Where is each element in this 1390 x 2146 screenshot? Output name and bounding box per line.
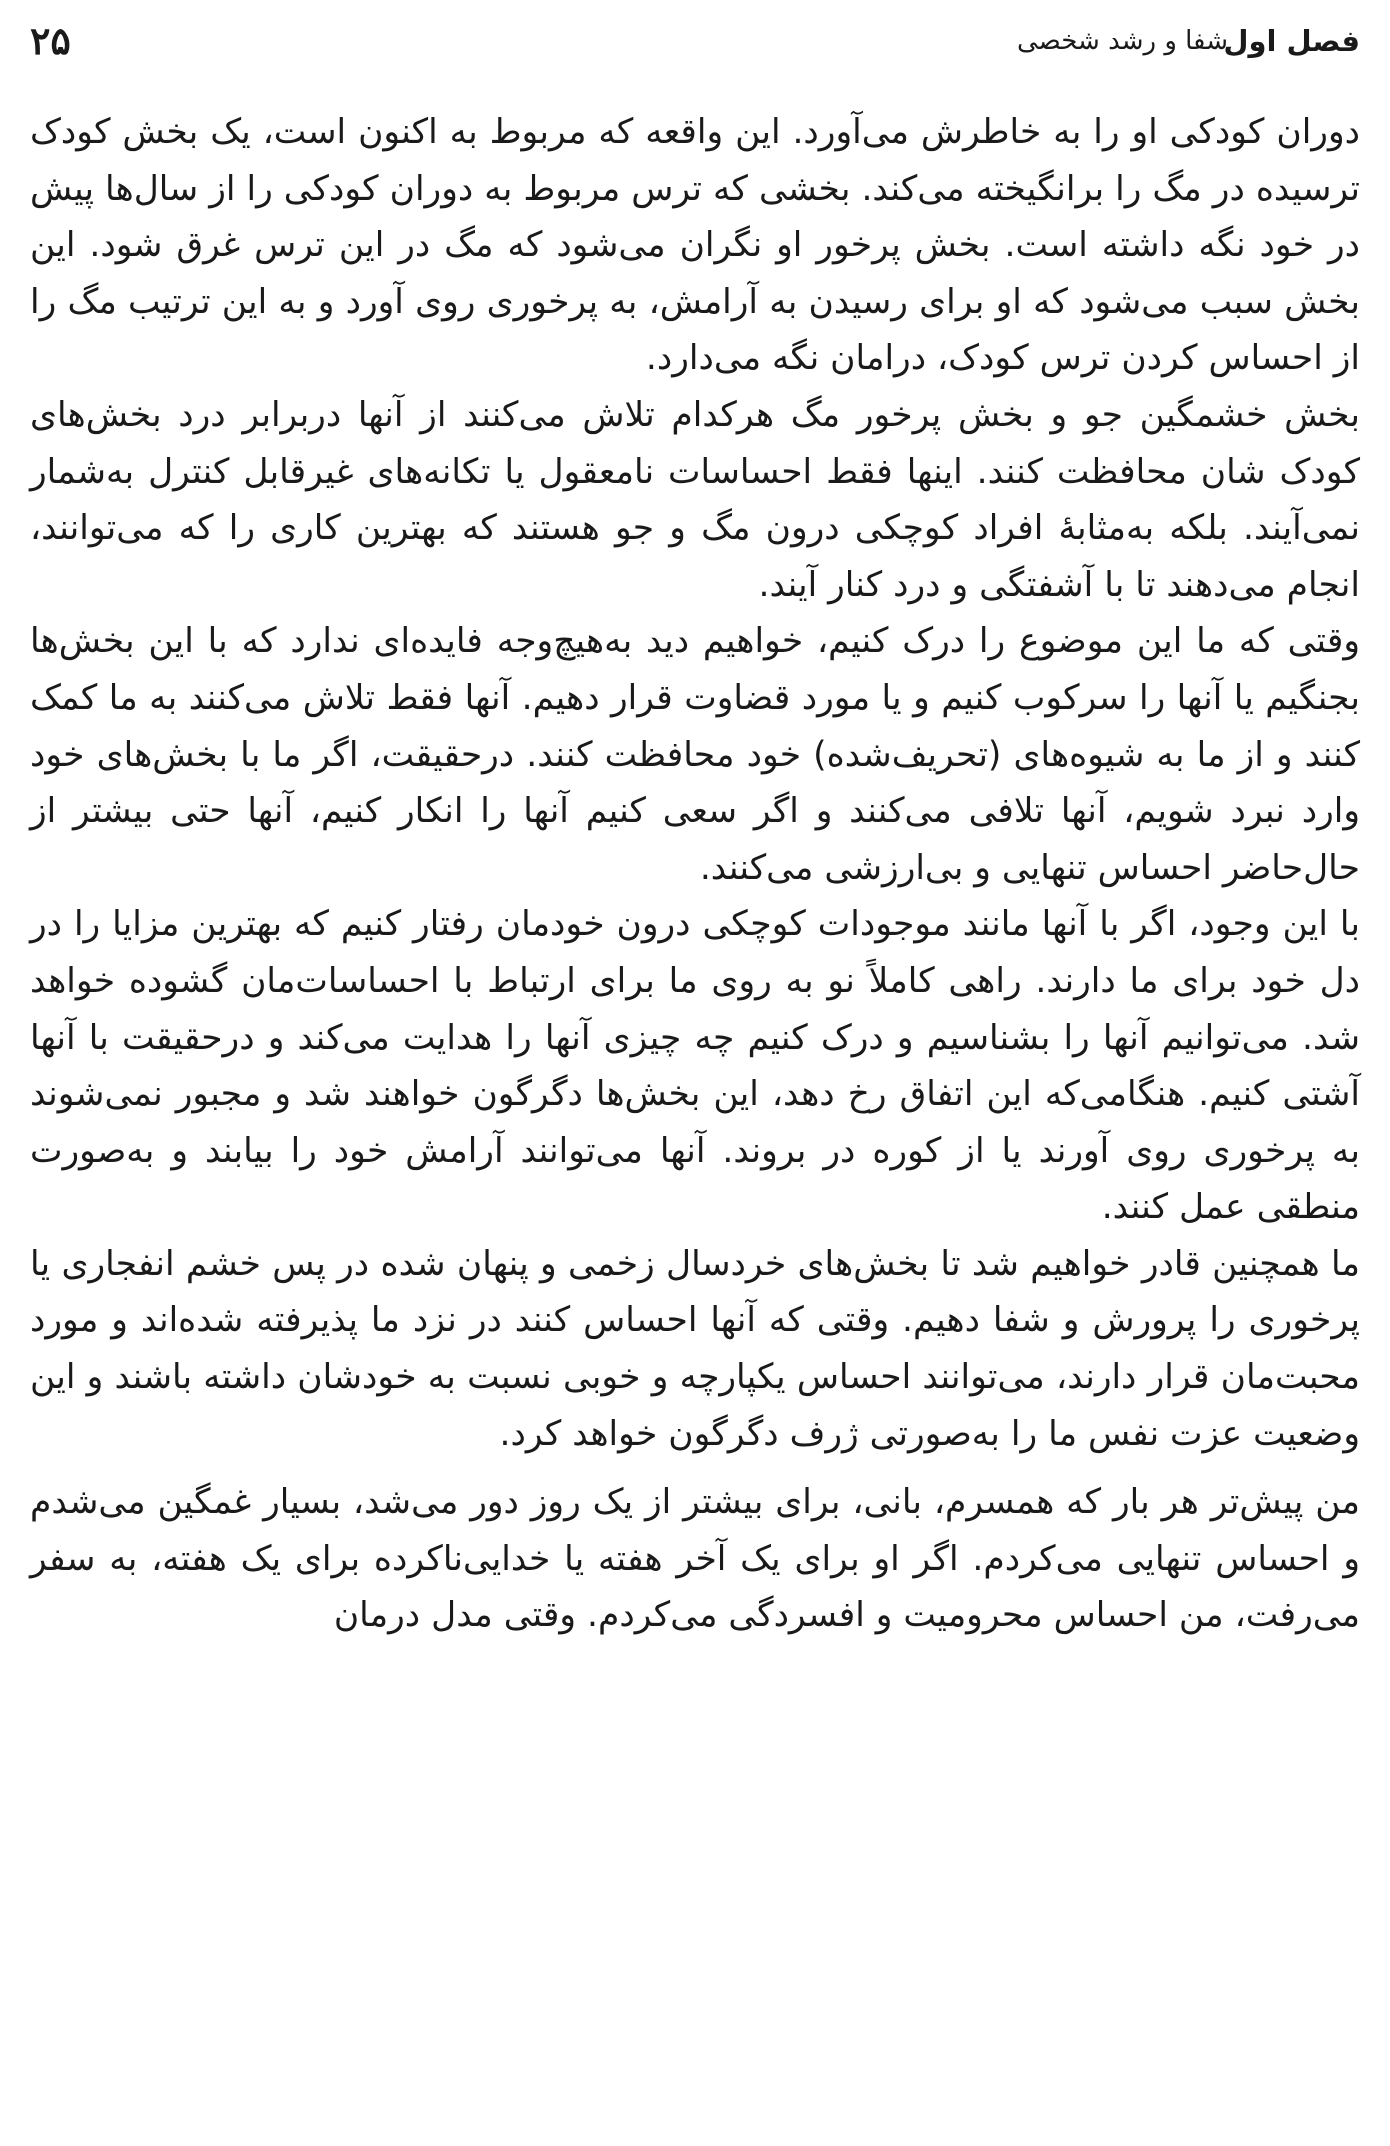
body-text (30, 104, 1360, 1644)
paragraph-6: من پیش‌تر هر بار که همسرم، بانی، برای بیشتر از یک روز دور می‌شد، بسیار غمگین می‌شدم و احساس تنهایی می‌کردم. اگر او برای یک آخر هفته یا خدایی‌ناکرده برای یک هفته، به سفر می‌رفت، من احساس محرومیت و افسردگی می‌کردم. وقتی مدل درمان (30, 1482, 1360, 1636)
page-header (30, 18, 1360, 68)
running-title: شفا و رشد شخصی (1017, 26, 1228, 56)
chapter-label: فصل اول (1223, 24, 1360, 58)
paragraph-1: دوران کودکی او را به خاطرش می‌آورد. این واقعه که مربوط به اکنون است، یک بخش کودک ترسیده در مگ را برانگیخته می‌کند. بخشی که ترس مربوط به دوران کودکی را از سال‌ها پیش در خود نگه داشته است. بخش پرخور او نگران می‌شود که مگ در این ترس غرق شود. این بخش سبب می‌شود که او برای رسیدن به آرامش، به پرخوری روی آورد و به این ترتیب مگ را از احساس کردن ترس کودک، درامان نگه می‌دارد. (30, 112, 1360, 379)
paragraph-3: وقتی که ما این موضوع را درک کنیم، خواهیم دید به‌هیچ‌وجه فایده‌ای ندارد که با این بخش‌ها بجنگیم یا آنها را سرکوب کنیم و یا مورد قضاوت قرار دهیم. آنها فقط تلاش می‌کنند به ما کمک کنند و از ما به شیوه‌های (تحریف‌شده) خود محافظت کنند. درحقیقت، اگر ما با بخش‌های خود وارد نبرد شویم، آنها تلافی می‌کنند و اگر سعی کنیم آنها را انکار کنیم، آنها حتی بیشتر از حال‌حاضر احساس تنهایی و بی‌ارزشی می‌کنند. (30, 621, 1360, 888)
page-number: ۲۵ (30, 18, 71, 63)
paragraph-5: ما همچنین قادر خواهیم شد تا بخش‌های خردسال زخمی و پنهان شده در پس خشم انفجاری یا پرخوری را پرورش و شفا دهیم. وقتی که آنها احساس کنند در نزد ما پذیرفته شده‌اند و مورد محبت‌مان قرار دارند، می‌توانند احساس یکپارچه و خوبی نسبت به خودشان داشته باشند و این وضعیت عزت نفس ما را به‌صورتی ژرف دگرگون خواهد کرد. (30, 1243, 1360, 1454)
paragraph-4: با این وجود، اگر با آنها مانند موجودات کوچکی درون خودمان رفتار کنیم که بهترین مزایا را در دل خود برای ما دارند. راهی کاملاً نو به روی ما برای ارتباط با احساسات‌مان گشوده خواهد شد. می‌توانیم آنها را بشناسیم و درک کنیم چه چیزی آنها را هدایت می‌کند و درحقیقت با آنها آشتی کنیم. هنگامی‌که این اتفاق رخ دهد، این بخش‌ها دگرگون خواهند شد و مجبور نمی‌شوند به پرخوری روی آورند یا از کوره در بروند. آنها می‌توانند آرامش خود را بیابند و به‌صورت منطقی عمل کنند. (30, 904, 1360, 1228)
paragraph-2: بخش خشمگین جو و بخش پرخور مگ هرکدام تلاش می‌کنند از آنها دربرابر درد بخش‌های کودک شان محافظت کنند. اینها فقط احساسات نامعقول یا تکانه‌های غیرقابل کنترل به‌شمار نمی‌آیند. بلکه به‌مثابهٔ افراد کوچکی درون مگ و جو هستند که بهترین کاری را که می‌توانند، انجام می‌دهند تا با آشفتگی و درد کنار آیند. (30, 394, 1360, 605)
